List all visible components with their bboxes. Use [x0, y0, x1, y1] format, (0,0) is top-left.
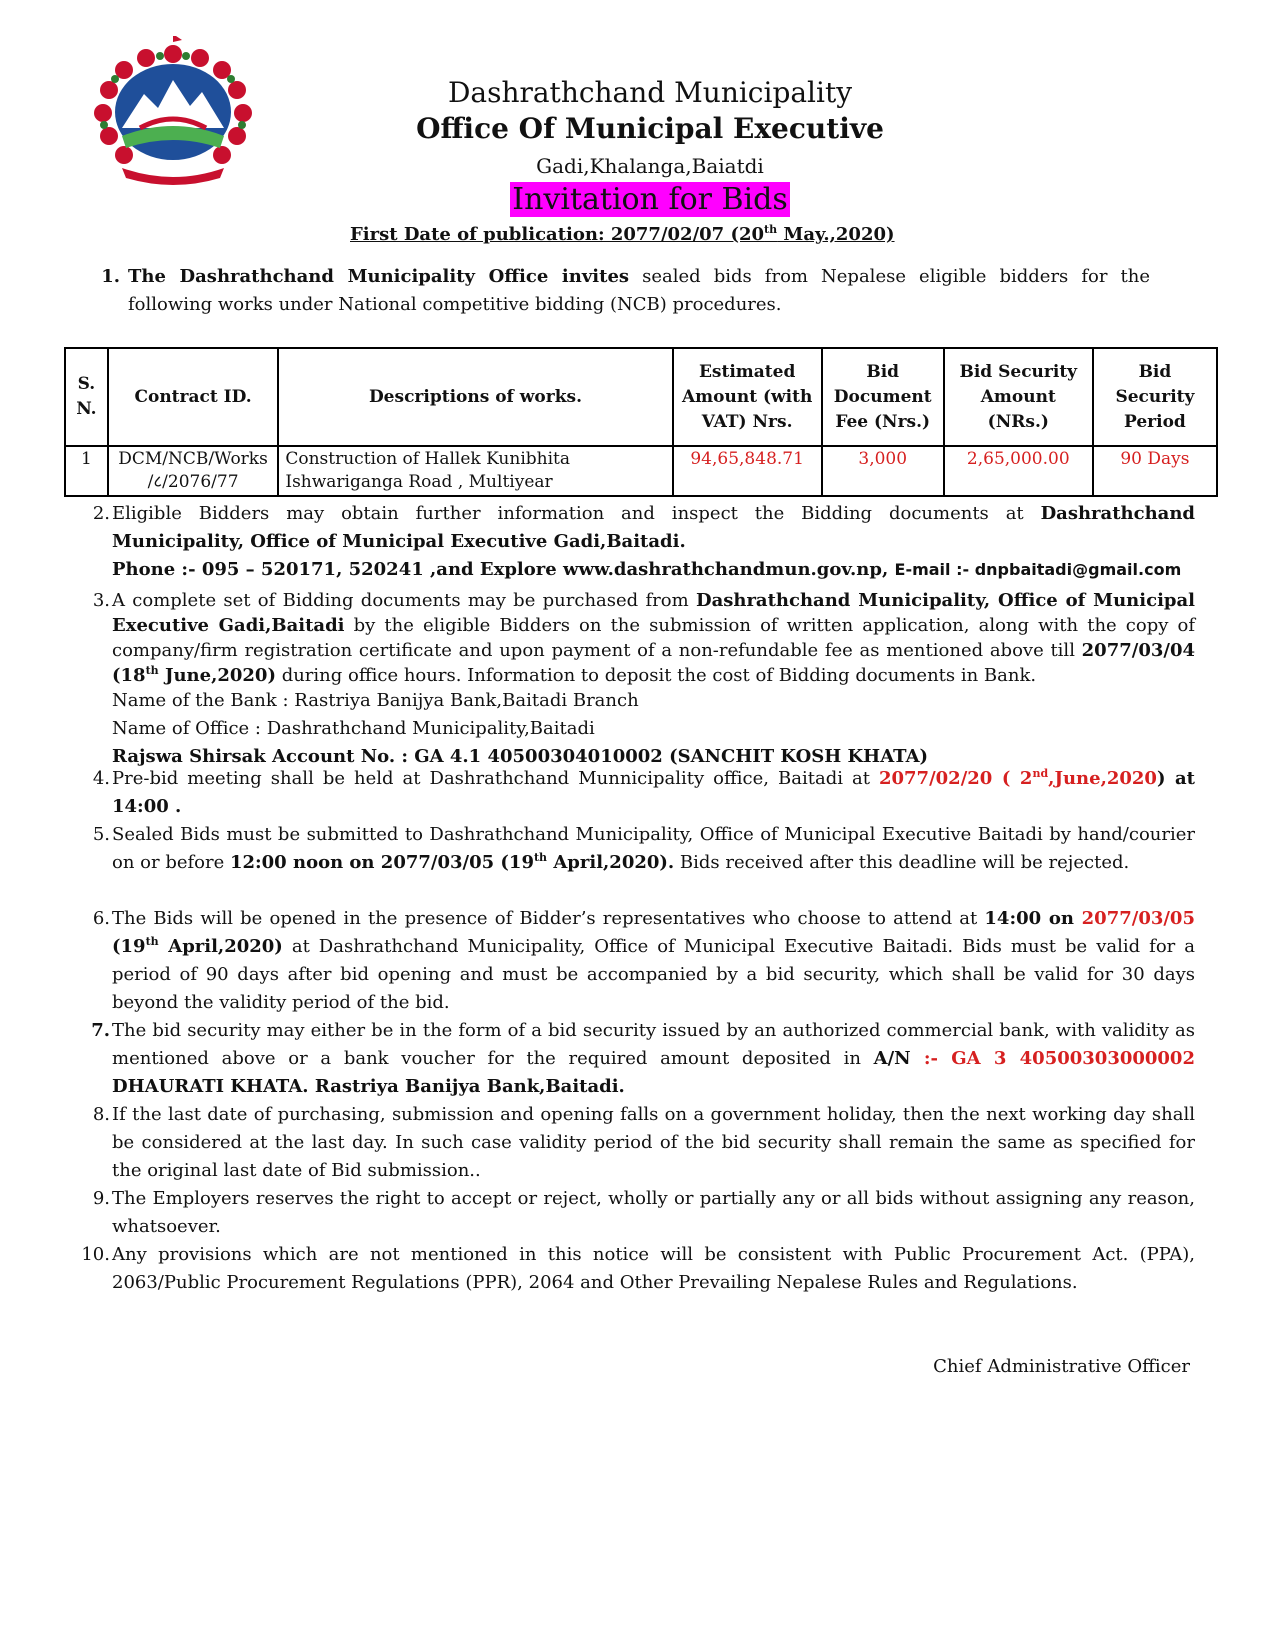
table-header-row [65, 348, 1217, 446]
col-header: Descriptions of works. [278, 348, 672, 446]
col-header: S. N. [65, 348, 108, 446]
office-title: Office Of Municipal Executive [416, 112, 884, 145]
clause-3: 3. A complete set of Bidding documents may be purchased from Dashrathchand Municipality, Office of Municipal Executive Gadi,Baitadi by the eligible Bidders on the submission of written application, along with the copy of company/firm registration certificate and upon payment of a non-refundable fee as mentioned above till 2077/03/04 (18th June,2020) during office hours. Information to deposit the cost of Bidding documents in Bank. Name of the Bank : Rastriya Banijya Bank,Baitadi Branch Name of Office : Dashrathchand Municipality,Baitadi Rajswa Shirsak Account No. : GA 4.1 40500304010002 (SANCHIT KOSH KHATA) [92, 590, 1195, 767]
bank-name: Name of the Bank : Rastriya Banijya Bank,Baitadi Branch [112, 690, 639, 711]
clause-2: 2. Eligible Bidders may obtain further information and inspect the Bidding documents at Dashrathchand Municipality, Office of Municipal Executive Gadi,Baitadi. Phone :- 095 – 520171, 520241 ,and Explore www.dashrathchandmun.gov.np, E-mail :- dnpbaitadi@gmail.com [92, 503, 1195, 580]
clause-5: 5. Sealed Bids must be submitted to Dashrathchand Municipality, Office of Municipal Executive Baitadi by hand/courier on or before 12:00 noon on 2077/03/05 (19th April,2020). Bids received after this deadline will be rejected. [92, 824, 1195, 873]
notice-title: Invitation for Bids [512, 182, 788, 217]
col-header: Estimated Amount (with VAT) Nrs. [673, 348, 822, 446]
cell-security-amount: 2,65,000.00 [944, 446, 1093, 496]
bids-table [64, 347, 1218, 497]
office-name-line: Name of Office : Dashrathchand Municipality,Baitadi [112, 718, 595, 739]
office-name: Dashrathchand Municipality [447, 76, 853, 109]
nepal-emblem-icon [82, 36, 264, 186]
cell-sn: 1 [65, 446, 108, 496]
clause-7: 7. The bid security may either be in the form of a bid security issued by an authorized commercial bank, with validity as mentioned above or a bank voucher for the required amount deposited in A/N :- GA 3 40500303000002 DHAURATI KHATA. Rastriya Banijya Bank,Baitadi. [91, 1020, 1195, 1097]
clause-8: 8. If the last date of purchasing, submission and opening falls on a government holiday, then the next working day shall be considered at the last day. In such case validity period of the bid security shall remain the same as specified for the original last date of Bid submission.. [92, 1104, 1195, 1181]
account-number: Rajswa Shirsak Account No. : GA 4.1 40500304010002 (SANCHIT KOSH KHATA) [112, 746, 929, 767]
clause-6: 6. The Bids will be opened in the presence of Bidder’s representatives who choose to attend at 14:00 on 2077/03/05 (19th April,2020) at Dashrathchand Municipality, Office of Municipal Executive Baitadi. Bids must be valid for a period of 90 days after bid opening and must be accompanied by a bid security, which shall be valid for 30 days beyond the validity period of the bid. [92, 908, 1195, 1013]
signatory: Chief Administrative Officer [933, 1356, 1190, 1377]
cell-doc-fee: 3,000 [822, 446, 944, 496]
col-header: Bid Security Amount (NRs.) [944, 348, 1093, 446]
clause-9: 9. The Employers reserves the right to accept or reject, wholly or partially any or all bids without assigning any reason, whatsoever. [92, 1188, 1195, 1237]
col-header: Contract ID. [108, 348, 279, 446]
clause-4: 4. Pre-bid meeting shall be held at Dashrathchand Munnicipality office, Baitadi at 2077/02/20 ( 2nd,June,2020) at 14:00 . [92, 767, 1195, 817]
col-header: Bid Security Period [1093, 348, 1217, 446]
office-address: Gadi,Khalanga,Baiatdi [536, 154, 764, 178]
col-header: Bid Document Fee (Nrs.) [822, 348, 944, 446]
cell-security-period: 90 Days [1093, 446, 1217, 496]
cell-estimated-amount: 94,65,848.71 [673, 446, 822, 496]
publication-date: First Date of publication: 2077/02/07 (20th May.,2020) [350, 223, 895, 245]
table-row [65, 446, 1217, 496]
clause-10: 10. Any provisions which are not mentioned in this notice will be consistent with Public Procurement Act. (PPA), 2063/Public Procurement Regulations (PPR), 2064 and Other Prevailing Nepalese Rules and Regulations. [81, 1244, 1195, 1293]
clause-1: 1. The Dashrathchand Municipality Office invites sealed bids from Nepalese eligible bidders for the following works under National competitive bidding (NCB) procedures. [101, 266, 1150, 315]
cell-contract-id: DCM/NCB/Works /८/2076/77 [108, 446, 279, 496]
cell-description: Construction of Hallek Kunibhita Ishwariganga Road , Multiyear [278, 446, 672, 496]
